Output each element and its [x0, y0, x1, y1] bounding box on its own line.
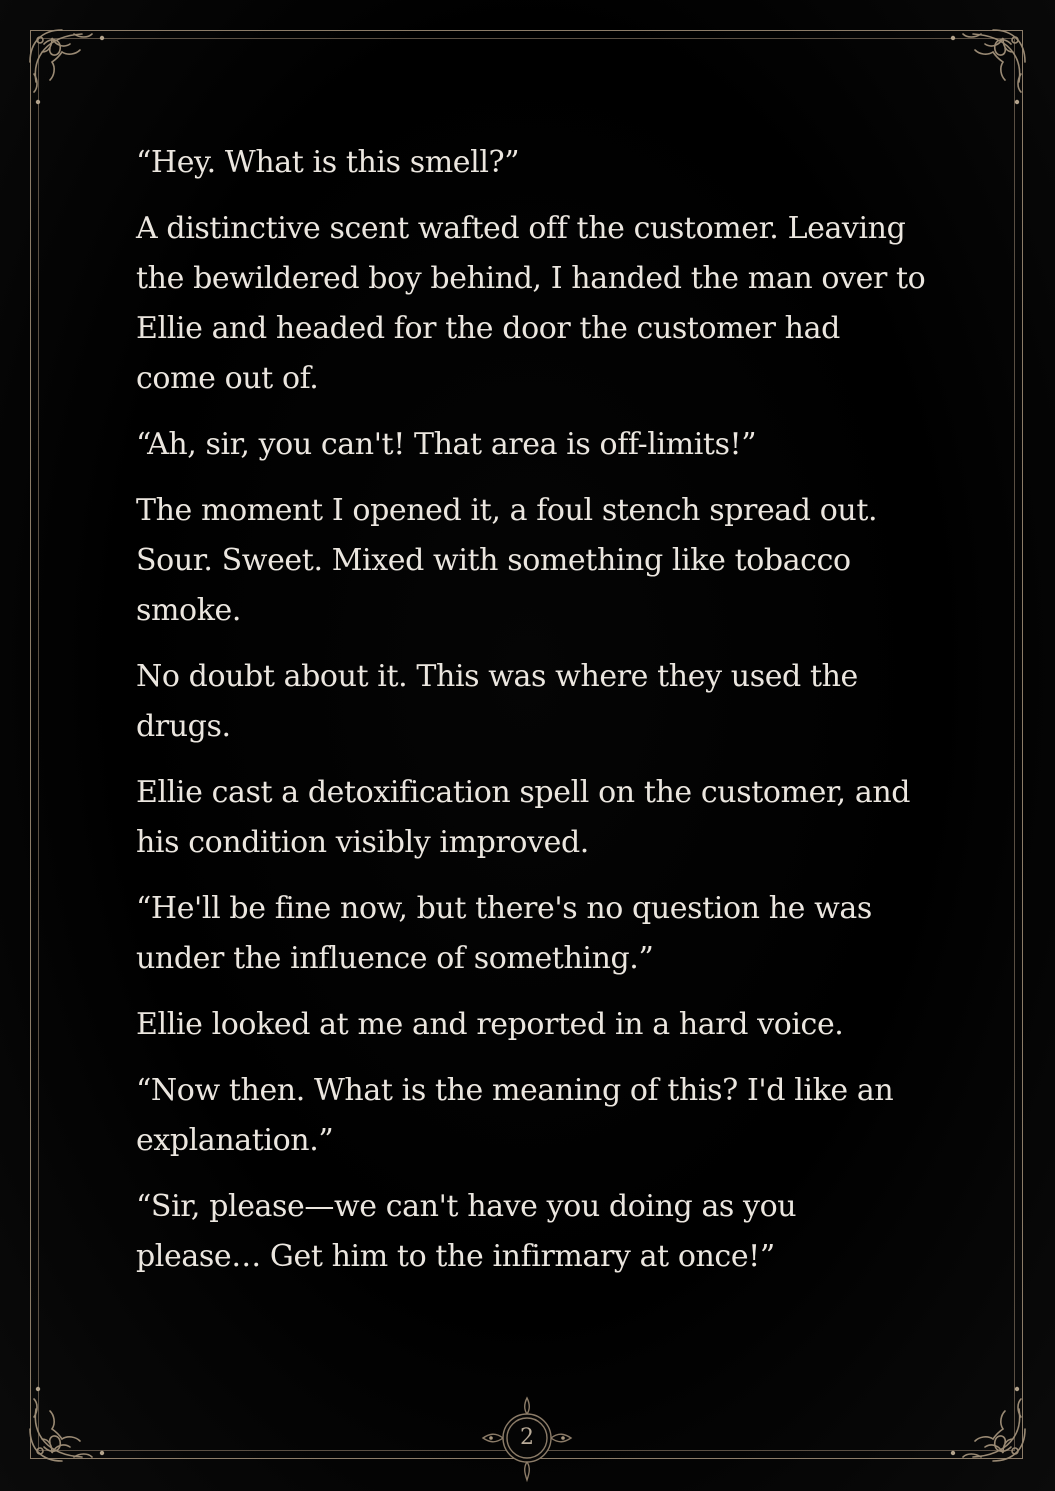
- paragraph: Ellie looked at me and reported in a hard voice.: [136, 1007, 844, 1042]
- page-number-badge: [477, 1390, 577, 1490]
- paragraph: “He'll be fine now, but there's no question he was under the influence of something.”: [136, 891, 872, 976]
- paragraph: “Now then. What is the meaning of this? I'd like an explanation.”: [136, 1073, 894, 1158]
- paragraph: No doubt about it. This was where they used the drugs.: [136, 659, 858, 744]
- paragraph: Ellie cast a detoxification spell on the customer, and his condition visibly improved.: [136, 775, 911, 860]
- paragraph: The moment I opened it, a foul stench spread out. Sour. Sweet. Mixed with something like tobacco smoke.: [136, 493, 878, 628]
- ornamental-corner-icon: [938, 22, 1033, 117]
- ornamental-corner-icon: [22, 22, 117, 117]
- ornamental-corner-icon: [938, 1374, 1033, 1469]
- story-text: [136, 138, 926, 1298]
- paragraph: “Sir, please—we can't have you doing as you please… Get him to the infirmary at once!”: [136, 1189, 797, 1274]
- paragraph: A distinctive scent wafted off the customer. Leaving the bewildered boy behind, I handed the man over to Ellie and headed for the door the customer had come out of.: [136, 211, 926, 396]
- ornamental-corner-icon: [22, 1374, 117, 1469]
- page-number: 2: [520, 1425, 534, 1450]
- paragraph: “Hey. What is this smell?”: [136, 145, 520, 180]
- paragraph: “Ah, sir, you can't! That area is off-limits!”: [136, 427, 757, 462]
